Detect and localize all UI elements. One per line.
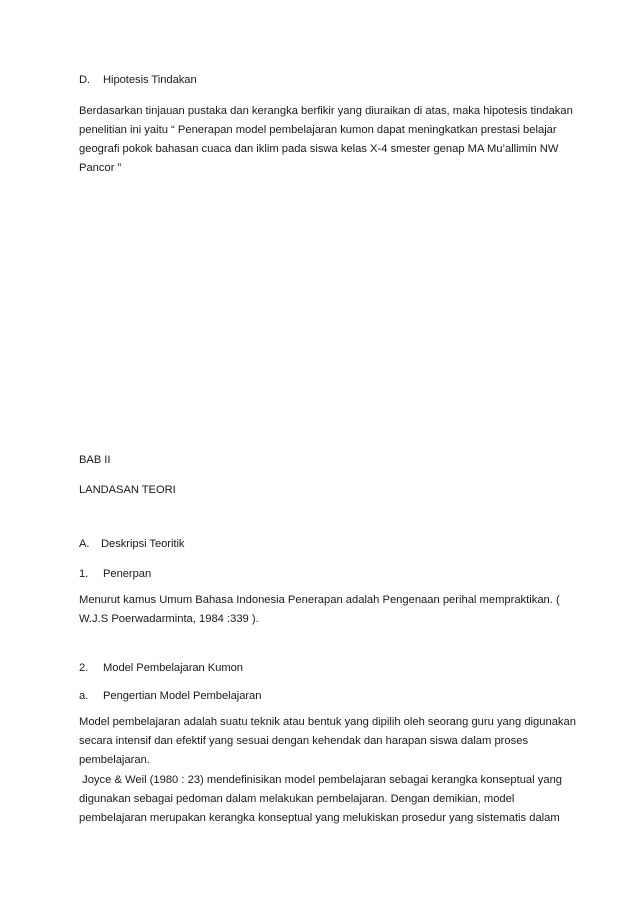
- list-item-1: [79, 565, 151, 584]
- section-heading-a: [79, 535, 184, 554]
- chapter-title-text: LANDASAN TEORI: [79, 484, 176, 496]
- paragraph-line: Joyce & Weil (1980 : 23) mendefinisikan model pembelajaran sebagai kerangka konseptual yang: [79, 774, 563, 786]
- chapter-title: [79, 481, 176, 500]
- paragraph-line: penelitian ini yaitu “ Penerapan model pembelajaran kumon dapat meningkatkan prestasi belajar: [79, 124, 557, 136]
- item-title: Model Pembelajaran Kumon: [103, 662, 243, 674]
- paragraph-line: secara intensif dan efektif yang sesuai dengan kehendak dan harapan siswa dalam proses: [79, 735, 529, 747]
- penerapan-paragraph: [79, 591, 569, 629]
- chapter-number: BAB II: [79, 454, 111, 466]
- model-definition-paragraph: [79, 713, 576, 770]
- paragraph-line: pembelajaran.: [79, 754, 150, 766]
- item-title: Pengertian Model Pembelajaran: [103, 690, 262, 702]
- paragraph-line: Berdasarkan tinjauan pustaka dan kerangka berfikir yang diuraikan di atas, maka hipotesis tindakan: [79, 105, 573, 117]
- section-title: Hipotesis Tindakan: [103, 74, 197, 86]
- paragraph-line: digunakan sebagai pedoman dalam melakukan pembelajaran. Dengan demikian, model: [79, 793, 515, 805]
- hypothesis-paragraph: [79, 102, 573, 178]
- item-number: 2.: [79, 662, 89, 674]
- list-item-a: [79, 687, 261, 706]
- item-number: 1.: [79, 568, 89, 580]
- list-item-2: [79, 659, 243, 678]
- item-title: Penerpan: [103, 568, 152, 580]
- paragraph-line: Pancor ”: [79, 162, 122, 174]
- section-title: Deskripsi Teoritik: [101, 538, 185, 550]
- section-number: D.: [79, 74, 91, 86]
- joyce-weil-paragraph: [79, 771, 569, 828]
- item-letter: a.: [79, 690, 89, 702]
- paragraph-line: Menurut kamus Umum Bahasa Indonesia Penerapan adalah Pengenaan perihal mempraktikan. (: [79, 594, 560, 606]
- paragraph-line: W.J.S Poerwadarminta, 1984 :339 ).: [79, 613, 259, 625]
- chapter-label: [79, 451, 110, 470]
- section-heading-d: [79, 71, 197, 90]
- paragraph-line: pembelajaran merupakan kerangka konseptual yang melukiskan prosedur yang sistematis dalam: [79, 812, 560, 824]
- paragraph-line: geografi pokok bahasan cuaca dan iklim pada siswa kelas X-4 smester genap MA Mu’allimin NW: [79, 143, 559, 155]
- section-number: A.: [79, 538, 90, 550]
- paragraph-line: Model pembelajaran adalah suatu teknik atau bentuk yang dipilih oleh seorang guru yang digunakan: [79, 716, 576, 728]
